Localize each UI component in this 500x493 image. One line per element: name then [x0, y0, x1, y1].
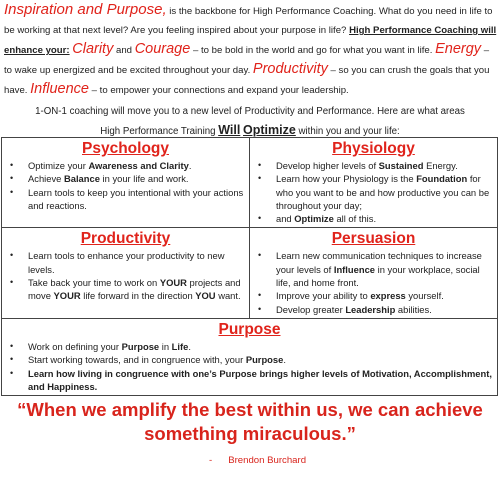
bullet-icon: •	[258, 173, 262, 184]
item-text: and	[276, 213, 295, 225]
list-item	[6, 367, 493, 394]
item-emphasis: Balance	[63, 173, 100, 185]
persuasion-title: Persuasion	[331, 230, 416, 248]
courage-keyword: Courage	[134, 41, 191, 57]
list-item	[254, 303, 493, 316]
item-text: want.	[215, 290, 241, 302]
intro-text: and	[113, 45, 135, 56]
list-item	[6, 186, 245, 213]
list-item	[254, 212, 493, 225]
physiology-list	[254, 159, 493, 225]
list-item	[6, 249, 245, 276]
list-item	[6, 340, 493, 353]
item-text: abilities.	[395, 303, 432, 315]
persuasion-list	[254, 249, 493, 315]
item-text: all of this.	[333, 213, 377, 225]
persuasion-cell	[250, 228, 498, 318]
productivity-keyword: Productivity	[252, 61, 328, 77]
item-text: in your life and work.	[99, 173, 189, 185]
intro-text: – to empower your connections and expand your leadership.	[89, 85, 349, 96]
item-text: Improve your ability to	[276, 290, 371, 302]
productivity-title: Productivity	[80, 230, 171, 248]
item-text: Learn new communication techniques to increase your levels of	[276, 250, 482, 275]
energy-keyword: Energy	[435, 41, 482, 57]
item-text: Take back your time to work on	[28, 277, 160, 289]
optimize-keyword: Optimize	[243, 123, 296, 137]
bullet-icon: •	[10, 277, 14, 288]
bullet-icon: •	[258, 303, 262, 314]
intro-paragraph	[4, 0, 498, 100]
bullet-icon: •	[258, 290, 262, 301]
psychology-cell	[2, 138, 250, 228]
item-emphasis: Learn how living in congruence with one’s Purpose brings higher levels of Motivation, Accomplishment, and Happiness.	[28, 367, 492, 392]
lead-text: within you and your life:	[295, 126, 400, 137]
bullet-icon: •	[258, 250, 262, 261]
quote-attribution: - Brendon Burchard	[209, 455, 307, 466]
coaching-areas-table	[1, 137, 498, 396]
item-text: .	[188, 340, 191, 352]
list-item	[254, 289, 493, 302]
item-emphasis: Purpose	[121, 340, 160, 352]
item-text: Learn tools to keep you intentional with your actions and reactions.	[28, 186, 244, 211]
item-text: Learn how your Physiology is the	[276, 173, 417, 185]
item-text: Start working towards, and in congruence with, your	[28, 354, 246, 366]
item-text: Learn tools to enhance your productivity to new levels.	[28, 250, 225, 275]
item-emphasis: Foundation	[416, 173, 468, 185]
lead-text: High Performance Training	[100, 126, 219, 137]
item-emphasis: YOUR	[159, 277, 187, 289]
psychology-list	[6, 159, 245, 212]
item-emphasis: Life	[171, 340, 189, 352]
list-item	[254, 172, 493, 212]
clarity-keyword: Clarity	[72, 41, 114, 57]
item-emphasis: Awareness and Clarity	[88, 160, 189, 171]
intro-text: – so you can crush the goals that you have.	[4, 65, 490, 96]
item-text: Energy.	[423, 160, 458, 171]
quote-line-2: something miraculous.”	[144, 423, 356, 444]
list-item	[254, 159, 493, 172]
physiology-title: Physiology	[332, 140, 415, 157]
influence-keyword: Influence	[30, 81, 89, 97]
bullet-icon: •	[10, 340, 14, 351]
item-emphasis: Influence	[333, 263, 375, 275]
list-item	[6, 276, 245, 303]
item-text: in	[159, 340, 172, 352]
list-item	[6, 353, 493, 366]
item-text: Achieve	[28, 173, 64, 185]
list-item	[254, 249, 493, 289]
list-item	[6, 172, 245, 185]
bullet-icon: •	[258, 213, 262, 224]
bullet-icon: •	[10, 250, 14, 261]
quote-block	[0, 398, 500, 446]
intro-text: – to wake up energized and be excited throughout your day.	[4, 45, 490, 76]
purpose-title: Purpose	[218, 320, 281, 338]
lead-line-1: 1-ON-1 coaching will move you to a new level of Productivity and Performance. Here are what areas	[35, 106, 465, 117]
item-emphasis: Optimize	[294, 213, 334, 225]
productivity-list	[6, 249, 245, 302]
psychology-title: Psychology	[82, 140, 169, 157]
bullet-icon: •	[10, 160, 14, 170]
item-emphasis: YOUR	[53, 290, 81, 302]
item-text: .	[283, 354, 286, 366]
item-text: projects and move	[28, 277, 241, 302]
item-emphasis: express	[370, 290, 406, 302]
bullet-icon: •	[10, 173, 14, 184]
bullet-icon: •	[10, 367, 14, 378]
item-text: Work on defining your	[28, 340, 122, 352]
item-emphasis: Sustained	[378, 160, 424, 171]
physiology-cell	[250, 138, 498, 228]
quote-line-1: “When we amplify the best within us, we can achieve	[17, 399, 483, 420]
item-emphasis: Leadership	[345, 303, 396, 315]
bullet-icon: •	[258, 160, 262, 170]
item-text: yourself.	[405, 290, 444, 302]
purpose-cell	[2, 318, 498, 395]
bullet-icon: •	[10, 186, 14, 197]
item-emphasis: YOU	[195, 290, 216, 302]
item-text: Develop greater	[276, 303, 346, 315]
item-text: Develop higher levels of	[276, 160, 379, 171]
item-text: for who you want to be and how productive you can be throughout your day;	[276, 173, 490, 211]
item-emphasis: Purpose	[245, 354, 284, 366]
purpose-list	[6, 340, 493, 393]
productivity-cell	[2, 228, 250, 318]
bullet-icon: •	[10, 354, 14, 365]
intro-heading: Inspiration and Purpose,	[4, 1, 167, 18]
list-item	[6, 159, 245, 172]
will-keyword: Will	[218, 123, 241, 137]
item-text: life forward in the direction	[80, 290, 196, 302]
lead-paragraph	[0, 103, 500, 141]
intro-text: – to be bold in the world and go for what you want in life.	[190, 45, 436, 56]
item-text: Optimize your	[28, 160, 89, 171]
hpc-enhance-label: High Performance Coaching will enhance your:	[4, 25, 497, 56]
item-text: .	[188, 160, 192, 171]
item-text: in your workplace, social life, and home front.	[276, 263, 480, 289]
intro-text: is the backbone for High Performance Coaching. What do you need in life to be working at that next level? Are you feeling inspired about your purpose in life?	[4, 6, 493, 36]
